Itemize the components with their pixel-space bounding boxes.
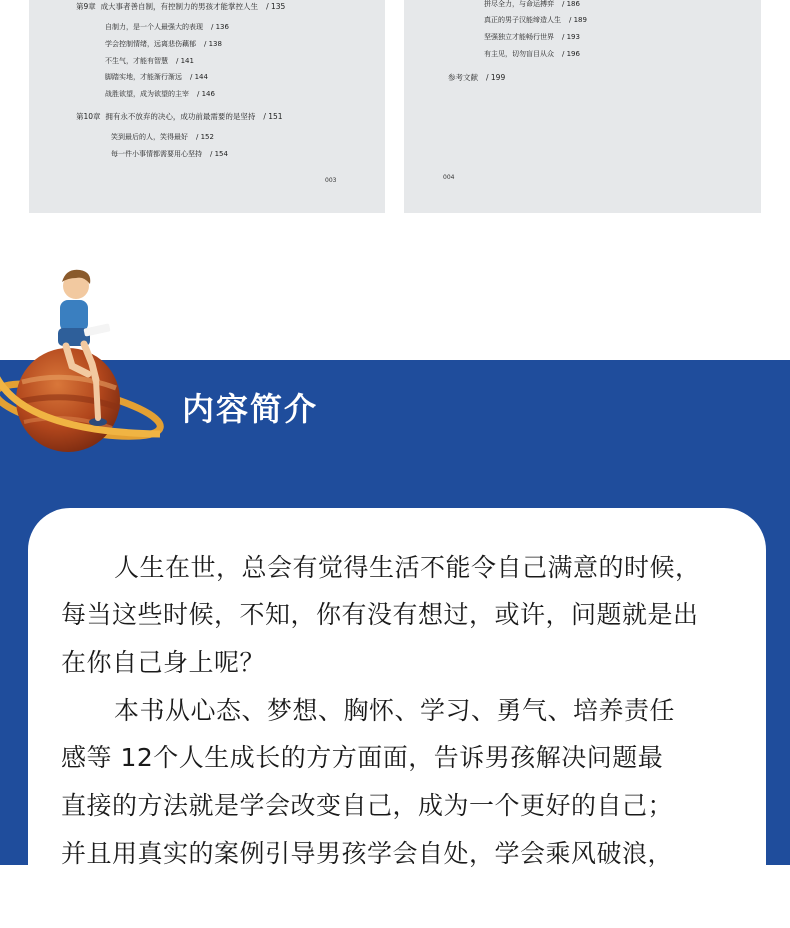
intro-line: 直接的方法就是学会改变自己，成为一个更好的自己； (61, 791, 674, 820)
section-title-text: 坚强独立才能畅行世界 (484, 33, 554, 41)
section-title-text: 不生气，才能有智慧 (105, 57, 168, 65)
chapter-label: 第10章 (76, 112, 101, 121)
toc-section (484, 0, 580, 9)
toc-section (105, 57, 194, 66)
toc-section (111, 133, 214, 142)
section-title-text: 每一件小事情都需要用心坚持 (111, 150, 202, 158)
section-page: / 196 (562, 50, 580, 58)
section-title-text: 学会控制情绪，远离悲伤藕郁 (105, 40, 196, 48)
section-title-text: 笑到最后的人，笑得最好 (111, 133, 188, 141)
chapter-title: 拥有永不放弃的决心，成功前最需要的是坚持 (105, 112, 256, 121)
section-title-text: 真正的男子汉能缔造人生 (484, 16, 561, 24)
toc-chapter-10 (76, 112, 283, 121)
intro-line: 人生在世，总会有觉得生活不能令自己满意的时候， (114, 553, 701, 582)
references-page: / 199 (486, 73, 506, 82)
toc-chapter-9 (76, 2, 285, 11)
toc-section (484, 50, 580, 59)
boy-on-planet-illustration (0, 262, 170, 452)
toc-page-right (404, 0, 761, 213)
section-page: / 141 (176, 57, 194, 65)
section-title-text: 自制力，是一个人最强大的表现 (105, 23, 203, 31)
toc-section (105, 90, 215, 99)
intro-line: 每当这些时候，不知，你有没有想过，或许，问题就是出 (61, 600, 699, 629)
page-number: 004 (443, 174, 455, 181)
section-page: / 136 (211, 23, 229, 31)
toc-section (484, 16, 587, 25)
intro-line: 在你自己身上呢？ (61, 648, 266, 677)
toc-references (448, 73, 505, 82)
toc-section (105, 73, 208, 82)
toc-section (105, 23, 229, 32)
intro-line: 并且用真实的案例引导男孩学会自处，学会乘风破浪， (61, 839, 674, 868)
intro-line: 感等 12个人生成长的方方面面，告诉男孩解决问题最 (61, 743, 664, 772)
section-page: / 146 (197, 90, 215, 98)
toc-section (484, 33, 580, 42)
section-title-text: 有主见，切勿盲目从众 (484, 50, 554, 58)
chapter-page: / 135 (266, 2, 286, 11)
page-number: 003 (325, 177, 337, 184)
section-title-text: 脚踏实地，才能渐行渐远 (105, 73, 182, 81)
section-title-text: 战胜欲望，成为欲望的主宰 (105, 90, 189, 98)
chapter-title: 成大事者善自制，有控制力的男孩才能掌控人生 (100, 2, 259, 11)
chapter-page: / 151 (263, 112, 283, 121)
section-page: / 186 (562, 0, 580, 8)
section-title: 内容简介 (182, 390, 319, 428)
chapter-label: 第9章 (76, 2, 96, 11)
section-title-text: 拼尽全力，与命运搏弈 (484, 0, 554, 8)
toc-page-left (29, 0, 385, 213)
section-page: / 138 (204, 40, 222, 48)
toc-section (105, 40, 222, 49)
references-title: 参考文献 (448, 73, 478, 82)
section-page: / 144 (190, 73, 208, 81)
intro-line: 本书从心态、梦想、胸怀、学习、勇气、培养责任 (114, 696, 676, 725)
section-page: / 154 (210, 150, 228, 158)
section-page: / 193 (562, 33, 580, 41)
section-page: / 189 (569, 16, 587, 24)
section-page: / 152 (196, 133, 214, 141)
toc-section (111, 150, 228, 159)
